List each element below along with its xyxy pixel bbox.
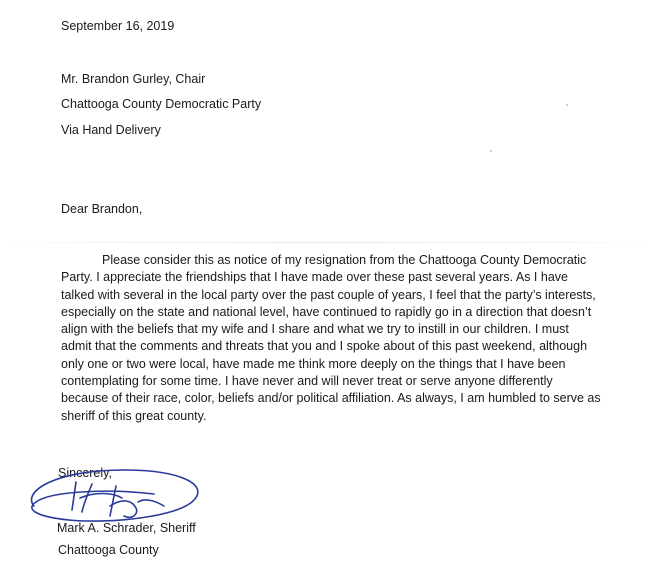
- scan-seam-divider: [0, 242, 661, 243]
- scan-speck: [490, 150, 492, 152]
- salutation: Dear Brandon,: [61, 202, 143, 216]
- closing: Sincerely,: [58, 466, 112, 480]
- letter-date: September 16, 2019: [61, 19, 175, 33]
- delivery-method: Via Hand Delivery: [61, 123, 161, 137]
- signer-name: Mark A. Schrader, Sheriff: [57, 521, 196, 535]
- letter-body-paragraph: Please consider this as notice of my resignation from the Chattooga County Democratic Party. I appreciate the friendships that I have made over these past several years. As I have talked with several in the local party over the past couple of years, I feel that the party’s interests, especially on the state and national level, have continued to rapidly go in a direction that doesn’t align with the beliefs that my wife and I share and what we try to instill in our children. I must admit that the comments and threats that you and I spoke about of this past weekend, although only one or two were local, have made me think more deeply on the things that I have been contemplating for some time. I have never and will never treat or serve anyone differently because of their race, color, beliefs and/or political affiliation. As always, I am humbled to serve as sheriff of this great county.: [61, 253, 601, 423]
- scan-speck: [566, 104, 568, 106]
- recipient-organization: Chattooga County Democratic Party: [61, 97, 262, 111]
- signer-county: Chattooga County: [58, 543, 159, 557]
- recipient-name: Mr. Brandon Gurley, Chair: [61, 72, 206, 86]
